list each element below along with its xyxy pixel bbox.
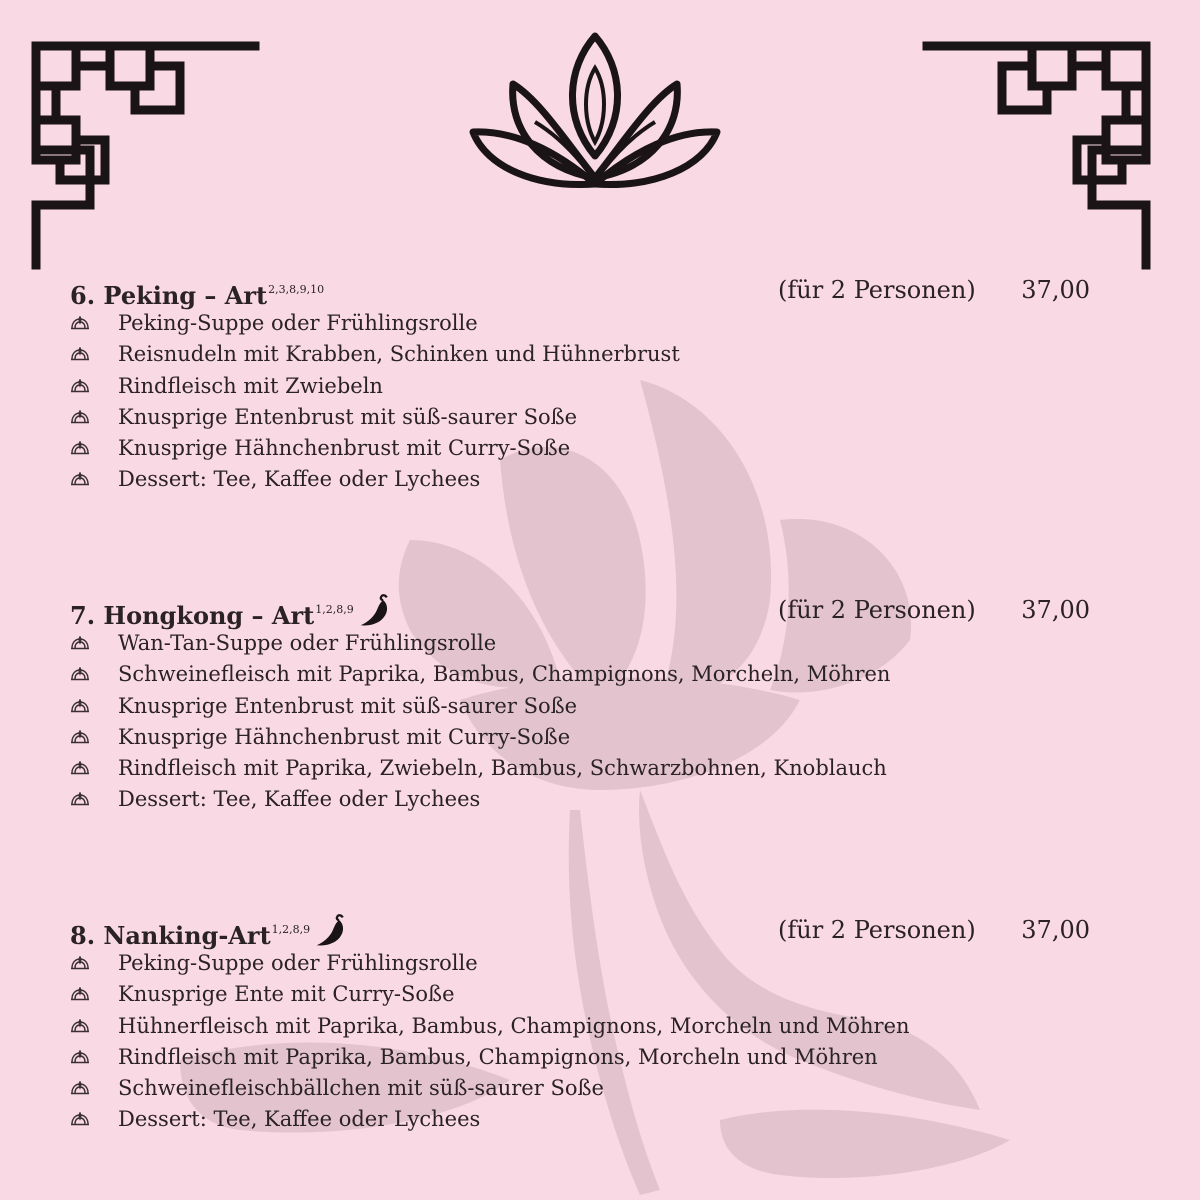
dish-heading: [70, 912, 1100, 948]
course-text: Dessert: Tee, Kaffee oder Lychees: [118, 787, 481, 812]
chili-pepper-icon: [358, 592, 394, 628]
flower-bullet-icon: [70, 699, 90, 713]
course-list: [70, 308, 1100, 496]
serving-info: (für 2 Personen): [778, 916, 976, 944]
dish-number: 8.: [70, 921, 96, 950]
flower-bullet-icon: [70, 1050, 90, 1064]
course-text: Knusprige Entenbrust mit süß-saurer Soße: [118, 404, 578, 429]
flower-bullet-icon: [70, 730, 90, 744]
course-text: Knusprige Hähnchenbrust mit Curry-Soße: [118, 724, 571, 749]
menu-section-8: [70, 912, 1100, 1136]
course-text: Rindfleisch mit Zwiebeln: [118, 373, 383, 398]
dish-name: Peking – Art: [103, 281, 268, 310]
list-item: [70, 691, 1100, 722]
price: 37,00: [1021, 276, 1090, 304]
flower-bullet-icon: [70, 1112, 90, 1126]
dish-heading: [70, 592, 1100, 628]
list-item: [70, 433, 1100, 464]
flower-bullet-icon: [70, 987, 90, 1001]
flower-bullet-icon: [70, 1081, 90, 1095]
corner-ornament-right: [922, 40, 1152, 270]
course-text: Dessert: Tee, Kaffee oder Lychees: [118, 467, 481, 492]
menu-section-6: [70, 272, 1100, 496]
flower-bullet-icon: [70, 347, 90, 361]
corner-ornament-left: [30, 40, 260, 270]
course-text: Dessert: Tee, Kaffee oder Lychees: [118, 1107, 481, 1132]
list-item: [70, 371, 1100, 402]
price: 37,00: [1021, 916, 1090, 944]
course-text: Knusprige Hähnchenbrust mit Curry-Soße: [118, 436, 571, 461]
list-item: [70, 464, 1100, 495]
allergen-codes: 1,2,8,9: [315, 603, 354, 616]
course-text: Schweinefleisch mit Paprika, Bambus, Champignons, Morcheln, Möhren: [118, 662, 891, 687]
list-item: [70, 948, 1100, 979]
flower-bullet-icon: [70, 956, 90, 970]
course-text: Peking-Suppe oder Frühlingsrolle: [118, 311, 478, 335]
dish-heading: [70, 272, 1100, 308]
price: 37,00: [1021, 596, 1090, 624]
lotus-icon: [455, 28, 735, 193]
flower-bullet-icon: [70, 379, 90, 393]
dish-number: 6.: [70, 281, 96, 310]
flower-bullet-icon: [70, 1019, 90, 1033]
course-text: Rindfleisch mit Paprika, Zwiebeln, Bambus, Schwarzbohnen, Knoblauch: [118, 756, 887, 781]
list-item: [70, 659, 1100, 690]
dish-name: Nanking-Art: [103, 921, 271, 950]
list-item: [70, 1104, 1100, 1135]
flower-bullet-icon: [70, 316, 90, 330]
serving-info: (für 2 Personen): [778, 276, 976, 304]
flower-bullet-icon: [70, 410, 90, 424]
list-item: [70, 1011, 1100, 1042]
flower-bullet-icon: [70, 636, 90, 650]
course-list: [70, 628, 1100, 816]
dish-name: Hongkong – Art: [103, 601, 315, 630]
course-text: Knusprige Ente mit Curry-Soße: [118, 982, 455, 1007]
course-text: Peking-Suppe oder Frühlingsrolle: [118, 951, 478, 975]
chili-pepper-icon: [314, 912, 350, 948]
course-text: Wan-Tan-Suppe oder Frühlingsrolle: [118, 631, 497, 655]
list-item: [70, 402, 1100, 433]
flower-bullet-icon: [70, 472, 90, 486]
list-item: [70, 753, 1100, 784]
course-text: Rindfleisch mit Paprika, Bambus, Champignons, Morcheln und Möhren: [118, 1044, 878, 1069]
flower-bullet-icon: [70, 441, 90, 455]
dish-number: 7.: [70, 601, 96, 630]
serving-info: (für 2 Personen): [778, 596, 976, 624]
course-text: Hühnerfleisch mit Paprika, Bambus, Champignons, Morcheln und Möhren: [118, 1013, 910, 1038]
flower-bullet-icon: [70, 761, 90, 775]
list-item: [70, 1073, 1100, 1104]
list-item: [70, 722, 1100, 753]
list-item: [70, 628, 1100, 659]
flower-bullet-icon: [70, 667, 90, 681]
menu-section-7: [70, 592, 1100, 816]
list-item: [70, 308, 1100, 339]
course-list: [70, 948, 1100, 1136]
list-item: [70, 784, 1100, 815]
flower-bullet-icon: [70, 792, 90, 806]
list-item: [70, 1042, 1100, 1073]
course-text: Schweinefleischbällchen mit süß-saurer Soße: [118, 1076, 604, 1101]
list-item: [70, 979, 1100, 1010]
list-item: [70, 339, 1100, 370]
allergen-codes: 2,3,8,9,10: [268, 283, 325, 296]
course-text: Knusprige Entenbrust mit süß-saurer Soße: [118, 693, 578, 718]
allergen-codes: 1,2,8,9: [271, 923, 311, 936]
course-text: Reisnudeln mit Krabben, Schinken und Hühnerbrust: [118, 342, 680, 367]
